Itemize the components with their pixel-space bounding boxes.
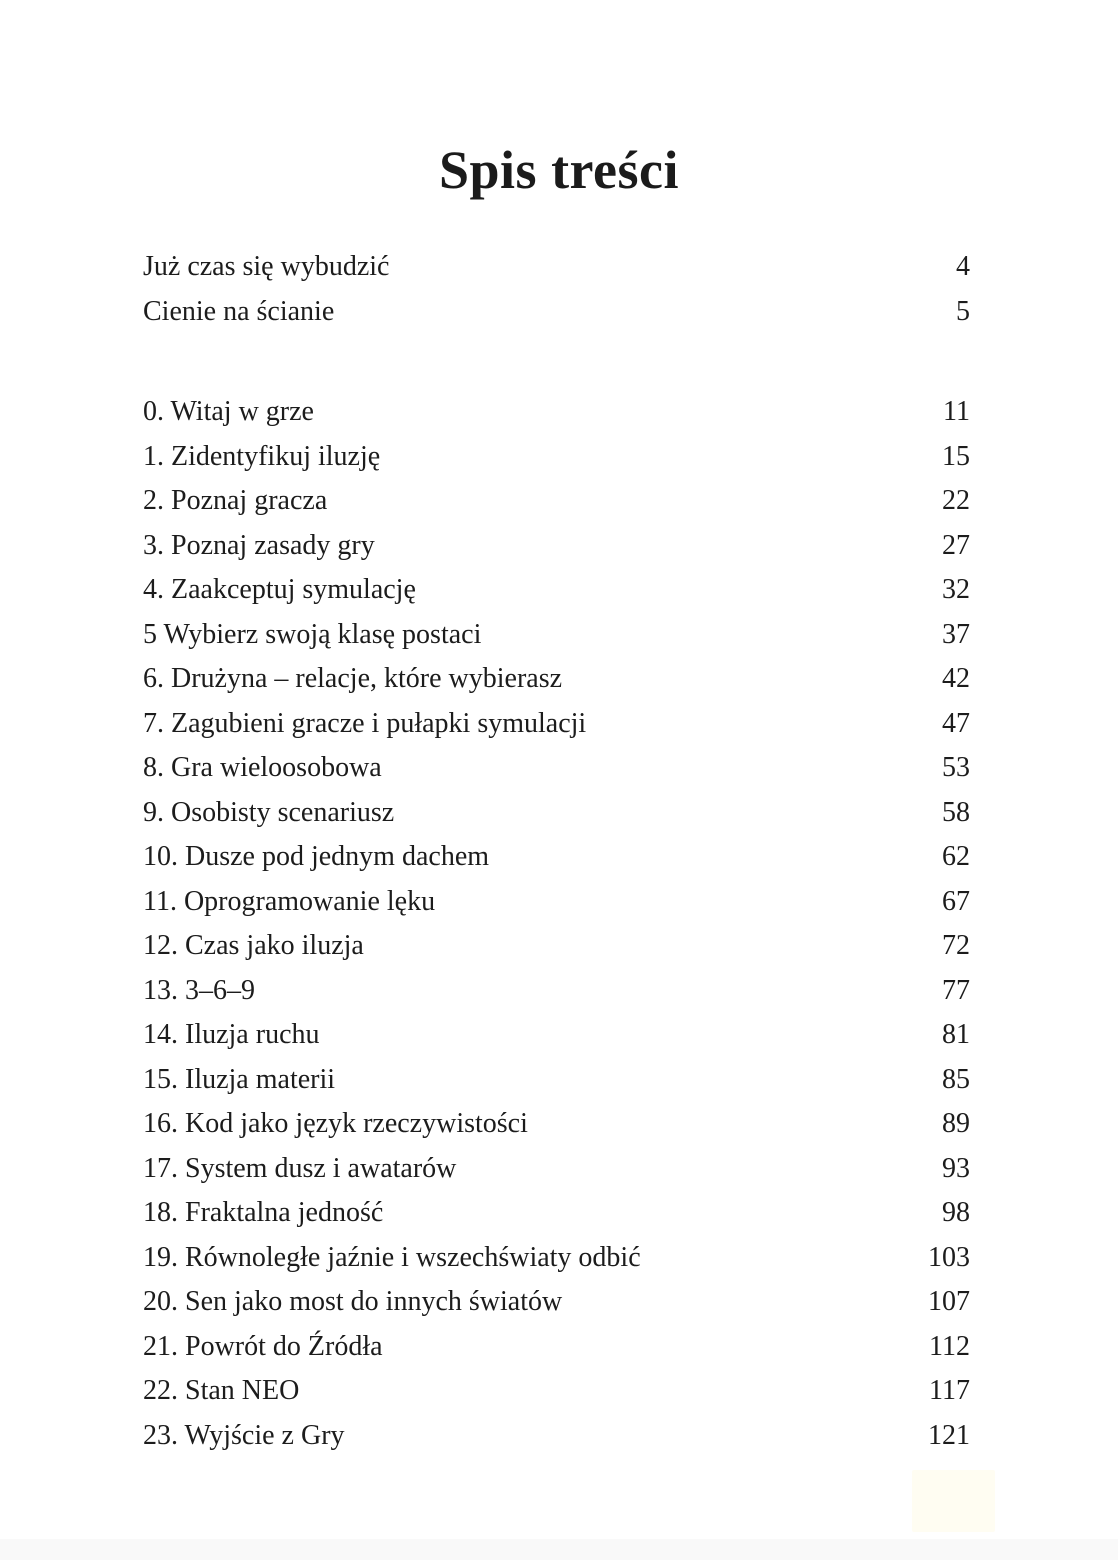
toc-entry-title: 22. Stan NEO: [143, 1375, 300, 1406]
toc-entry[interactable]: [143, 1058, 970, 1103]
toc-entry-page-number: 4: [956, 251, 970, 282]
toc-entry-title: Już czas się wybudzić: [143, 251, 390, 282]
toc-entry[interactable]: [143, 568, 970, 613]
toc-entry-title: 11. Oprogramowanie lęku: [143, 885, 436, 917]
toc-entry-page-number: 47: [942, 707, 970, 739]
next-page-edge: [0, 1539, 1118, 1560]
section-gap: [143, 334, 970, 390]
toc-entry[interactable]: [143, 1236, 970, 1281]
toc-entry[interactable]: [143, 1191, 970, 1236]
toc-entry-title: 20. Sen jako most do innych światów: [143, 1286, 563, 1317]
toc-entry[interactable]: [143, 1325, 970, 1370]
toc-entry-page-number: 121: [928, 1419, 970, 1451]
toc-entry[interactable]: [143, 702, 970, 747]
toc-entry-page-number: 89: [942, 1108, 970, 1139]
toc-entry[interactable]: [143, 880, 970, 925]
toc-entry-title: 17. System dusz i awatarów: [143, 1152, 457, 1184]
toc-entry-page-number: 11: [943, 396, 970, 427]
toc-entry-title: 8. Gra wieloosobowa: [143, 752, 382, 783]
toc-entry[interactable]: [143, 969, 970, 1014]
toc-entry-page-number: 42: [942, 663, 970, 694]
toc-entry-title: 10. Dusze pod jednym dachem: [143, 841, 490, 872]
toc-entry-page-number: 103: [928, 1241, 970, 1273]
toc-entry-title: 14. Iluzja ruchu: [143, 1019, 320, 1050]
toc-entry-title: 2. Poznaj gracza: [143, 485, 328, 516]
toc-entry-title: 9. Osobisty scenariusz: [143, 796, 395, 828]
toc-entry-title: 6. Drużyna – relacje, które wybierasz: [143, 663, 563, 694]
toc-entry-page-number: 58: [942, 796, 970, 828]
toc-entry-title: 3. Poznaj zasady gry: [143, 529, 375, 561]
toc-entry-page-number: 107: [928, 1286, 970, 1317]
toc-entry-title: 15. Iluzja materii: [143, 1063, 336, 1095]
toc-entry[interactable]: [143, 924, 970, 969]
toc-entry[interactable]: [143, 435, 970, 480]
toc-entry[interactable]: [143, 1102, 970, 1147]
toc-entry-title: 5 Wybierz swoją klasę postaci: [143, 618, 482, 650]
toc-entry-page-number: 117: [929, 1375, 970, 1406]
toc-entry-title: 19. Równoległe jaźnie i wszechświaty odbić: [143, 1241, 641, 1273]
toc-entry-title: 23. Wyjście z Gry: [143, 1419, 345, 1451]
toc-entry-page-number: 81: [942, 1019, 970, 1050]
toc-entry[interactable]: [143, 245, 970, 290]
toc-entry-title: 7. Zagubieni gracze i pułapki symulacji: [143, 707, 587, 739]
toc-entry-title: Cienie na ścianie: [143, 295, 335, 327]
toc-entry[interactable]: [143, 746, 970, 791]
page-title: Spis treści: [438, 140, 679, 200]
toc-entry-page-number: 15: [942, 440, 970, 472]
toc-entry-title: 18. Fraktalna jedność: [143, 1197, 384, 1228]
toc-entry[interactable]: [143, 1013, 970, 1058]
toc-entry[interactable]: [143, 835, 970, 880]
toc-entry-page-number: 5: [956, 295, 970, 327]
toc-entry-page-number: 53: [942, 752, 970, 783]
toc-entry-title: 13. 3–6–9: [143, 974, 255, 1006]
chapter-list: [143, 390, 970, 1458]
toc-entry[interactable]: [143, 1147, 970, 1192]
toc-entry[interactable]: [143, 1414, 970, 1459]
toc-entry-page-number: 72: [942, 930, 970, 961]
toc-entry-page-number: 62: [942, 841, 970, 872]
toc-entry[interactable]: [143, 791, 970, 836]
toc-entry-page-number: 37: [942, 618, 970, 650]
toc-entry-page-number: 32: [942, 574, 970, 605]
toc-entry-page-number: 27: [942, 529, 970, 561]
toc-entry-title: 4. Zaakceptuj symulację: [143, 574, 416, 605]
toc-entry-page-number: 67: [942, 885, 970, 917]
table-of-contents: [143, 245, 970, 1458]
toc-entry-page-number: 85: [942, 1063, 970, 1095]
toc-entry-title: 1. Zidentyfikuj iluzję: [143, 440, 381, 472]
toc-entry[interactable]: [143, 657, 970, 702]
toc-entry-page-number: 112: [929, 1330, 970, 1362]
toc-entry-title: 16. Kod jako język rzeczywistości: [143, 1108, 528, 1139]
toc-entry[interactable]: [143, 524, 970, 569]
toc-entry-page-number: 22: [942, 485, 970, 516]
toc-entry-page-number: 98: [942, 1197, 970, 1228]
highlight-artifact: [912, 1470, 995, 1532]
toc-entry-page-number: 93: [942, 1152, 970, 1184]
toc-entry-title: 21. Powrót do Źródła: [143, 1330, 383, 1362]
toc-entry[interactable]: [143, 613, 970, 658]
toc-entry[interactable]: [143, 290, 970, 335]
toc-entry[interactable]: [143, 1280, 970, 1325]
toc-entry-page-number: 77: [942, 974, 970, 1006]
front-matter-list: [143, 245, 970, 334]
toc-entry-title: 0. Witaj w grze: [143, 396, 314, 427]
toc-entry[interactable]: [143, 1369, 970, 1414]
toc-entry-title: 12. Czas jako iluzja: [143, 930, 364, 961]
toc-entry[interactable]: [143, 390, 970, 435]
toc-entry[interactable]: [143, 479, 970, 524]
